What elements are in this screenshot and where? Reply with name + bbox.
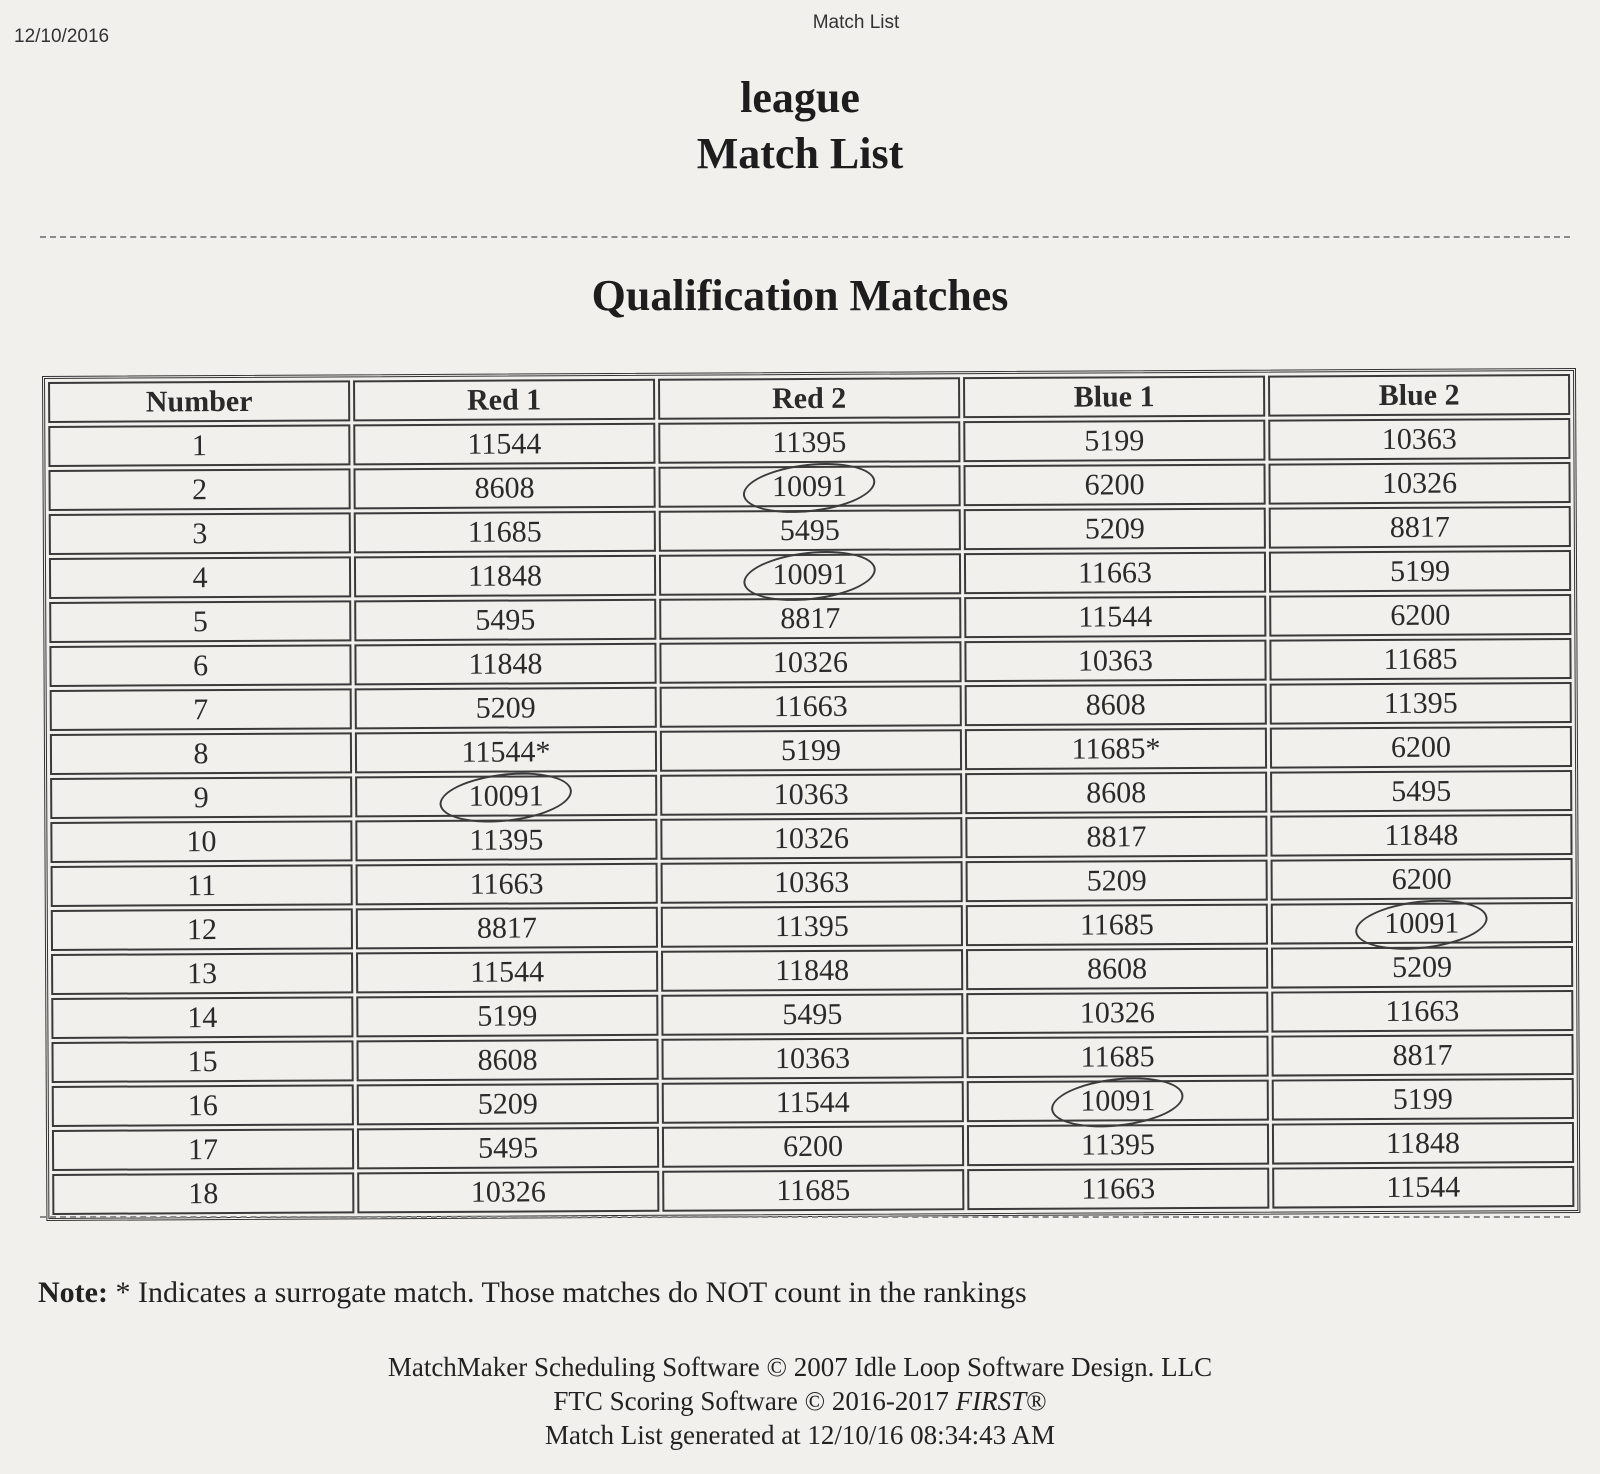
cell-red-2: 8817: [659, 597, 961, 640]
cell-red-1: 10326: [357, 1171, 659, 1214]
column-header-red-1: Red 1: [353, 379, 655, 422]
footer-registered-mark: ®: [1026, 1386, 1047, 1416]
column-header-blue-2: Blue 2: [1268, 374, 1570, 417]
cell-blue-2: 6200: [1271, 858, 1573, 901]
cell-red-2: 11395: [661, 905, 963, 948]
table-row: [51, 1034, 1573, 1083]
cell-blue-1: 11544: [964, 596, 1266, 639]
note-label: Note:: [38, 1276, 108, 1309]
cell-number: 6: [49, 644, 351, 687]
footer-matchmaker-credit: MatchMaker Scheduling Software © 2007 Idle Loop Software Design. LLC: [387, 1352, 1213, 1382]
cell-blue-1: 11685: [966, 1036, 1268, 1079]
cell-blue-2: 5495: [1270, 770, 1572, 813]
cell-number: 14: [51, 996, 353, 1039]
cell-red-2: 6200: [662, 1125, 964, 1168]
cell-red-1: 8608: [356, 1039, 658, 1082]
table-row: [49, 594, 1571, 643]
bottom-divider: [40, 1216, 1570, 1218]
cell-number: 11: [51, 864, 353, 907]
print-date: 12/10/2016: [14, 26, 110, 47]
cell-red-1: 11395: [355, 819, 657, 862]
cell-number: 4: [49, 556, 351, 599]
cell-number: 8: [50, 732, 352, 775]
cell-number: 10: [50, 820, 352, 863]
cell-blue-1: 5199: [963, 420, 1265, 463]
column-header-blue-1: Blue 1: [963, 376, 1265, 419]
cell-red-2: 11663: [660, 685, 962, 728]
cell-number: 7: [50, 688, 352, 731]
cell-red-2: [659, 553, 961, 596]
cell-blue-2: 11685: [1269, 638, 1571, 681]
cell-red-2: 10326: [659, 641, 961, 684]
column-header-red-2: Red 2: [658, 377, 960, 420]
cell-red-1: 11544*: [355, 731, 657, 774]
cell-blue-1: [967, 1080, 1269, 1123]
cell-blue-2: 5209: [1271, 946, 1573, 989]
cell-blue-1: 11663: [964, 552, 1266, 595]
cell-red-2: 10326: [660, 817, 962, 860]
table-row: [48, 462, 1570, 511]
cell-red-1: 5495: [357, 1127, 659, 1170]
footer-first-name: FIRST: [955, 1386, 1027, 1416]
cell-blue-2: 10326: [1268, 462, 1570, 505]
cell-blue-2: 10363: [1268, 418, 1570, 461]
cell-blue-1: 8608: [965, 772, 1267, 815]
cell-red-2: 11395: [658, 421, 960, 464]
cell-red-2: 5199: [660, 729, 962, 772]
cell-blue-1: 8608: [966, 948, 1268, 991]
print-header-title: Match List: [812, 12, 900, 33]
cell-blue-2: 11848: [1272, 1122, 1574, 1165]
footer: [0, 1350, 1600, 1452]
table-row: [49, 638, 1571, 687]
cell-blue-2: 5199: [1272, 1078, 1574, 1121]
circled-team-number: 10091: [772, 469, 848, 503]
cell-blue-1: 5209: [966, 860, 1268, 903]
footer-ftc-credit: [0, 1384, 1600, 1418]
cell-blue-2: 11848: [1270, 814, 1572, 857]
table-row: [49, 550, 1571, 599]
table-row: [52, 1122, 1574, 1171]
table-row: [48, 418, 1570, 467]
cell-red-1: 11544: [356, 951, 658, 994]
footer-generated-timestamp: Match List generated at 12/10/16 08:34:43 AM: [545, 1420, 1055, 1450]
cell-blue-1: 11685*: [965, 728, 1267, 771]
cell-blue-1: 11685: [966, 904, 1268, 947]
cell-red-1: 8608: [353, 467, 655, 510]
cell-number: 13: [51, 952, 353, 995]
cell-red-2: 10363: [660, 773, 962, 816]
cell-red-2: 11685: [662, 1169, 964, 1212]
cell-red-1: 11663: [356, 863, 658, 906]
cell-red-1: 5495: [354, 599, 656, 642]
table-row: [51, 902, 1573, 951]
cell-number: 3: [49, 512, 351, 555]
cell-red-1: 5199: [356, 995, 658, 1038]
cell-blue-2: 5199: [1269, 550, 1571, 593]
footer-ftc-prefix: FTC Scoring Software © 2016-2017: [553, 1386, 956, 1416]
table-row: [52, 1078, 1574, 1127]
page-title: [0, 70, 1600, 182]
section-title: Qualification Matches: [591, 271, 1009, 320]
cell-red-2: [658, 465, 960, 508]
table-header-row: [48, 374, 1570, 423]
cell-blue-1: 6200: [963, 464, 1265, 507]
cell-red-1: 11544: [353, 423, 655, 466]
table-row: [50, 814, 1572, 863]
table-row: [50, 682, 1572, 731]
cell-red-2: 5495: [659, 509, 961, 552]
cell-red-1: 11848: [354, 643, 656, 686]
cell-blue-2: 6200: [1269, 594, 1571, 637]
surrogate-note: [38, 1276, 1027, 1310]
cell-blue-1: 8817: [965, 816, 1267, 859]
cell-blue-1: 10326: [966, 992, 1268, 1035]
table-row: [49, 506, 1571, 555]
cell-red-2: 10363: [661, 1037, 963, 1080]
cell-number: 15: [51, 1040, 353, 1083]
cell-red-2: 11848: [661, 949, 963, 992]
circled-team-number: 10091: [1080, 1083, 1156, 1118]
cell-red-1: [355, 775, 657, 818]
cell-red-2: 11544: [662, 1081, 964, 1124]
note-text: * Indicates a surrogate match. Those matches do NOT count in the rankings: [107, 1276, 1027, 1309]
table-row: [50, 770, 1572, 819]
table-body: [48, 418, 1574, 1215]
cell-number: 16: [52, 1084, 354, 1127]
cell-number: 2: [48, 468, 350, 511]
title-event-name: league: [740, 73, 860, 122]
cell-number: 1: [48, 424, 350, 467]
cell-number: 18: [52, 1172, 354, 1215]
match-table: [45, 371, 1577, 1218]
cell-blue-2: [1271, 902, 1573, 945]
circled-team-number: 10091: [1384, 906, 1460, 940]
cell-blue-2: 6200: [1270, 726, 1572, 769]
cell-blue-2: 11544: [1272, 1166, 1574, 1209]
cell-red-1: 5209: [355, 687, 657, 730]
cell-red-1: 11685: [354, 511, 656, 554]
cell-blue-1: 11663: [967, 1168, 1269, 1211]
cell-blue-1: 11395: [967, 1124, 1269, 1167]
cell-blue-2: 8817: [1271, 1034, 1573, 1077]
circled-team-number: 10091: [772, 557, 848, 591]
match-table-frame: [42, 368, 1580, 1221]
column-header-number: Number: [48, 380, 350, 423]
cell-red-1: 8817: [356, 907, 658, 950]
table-row: [51, 858, 1573, 907]
cell-blue-1: 10363: [964, 640, 1266, 683]
cell-red-2: 5495: [661, 993, 963, 1036]
circled-team-number: 10091: [468, 778, 544, 813]
top-divider: [40, 236, 1570, 238]
cell-blue-1: 8608: [965, 684, 1267, 727]
cell-red-1: 11848: [354, 555, 656, 598]
cell-red-1: 5209: [357, 1083, 659, 1126]
cell-blue-2: 11395: [1270, 682, 1572, 725]
cell-blue-2: 11663: [1271, 990, 1573, 1033]
cell-number: 9: [50, 776, 352, 819]
table-row: [51, 990, 1573, 1039]
table-row: [52, 1166, 1574, 1215]
title-document-name: Match List: [696, 129, 904, 178]
cell-number: 17: [52, 1128, 354, 1171]
table-row: [50, 726, 1572, 775]
cell-number: 5: [49, 600, 351, 643]
cell-number: 12: [51, 908, 353, 951]
cell-blue-2: 8817: [1269, 506, 1571, 549]
cell-red-2: 10363: [661, 861, 963, 904]
cell-blue-1: 5209: [964, 508, 1266, 551]
table-row: [51, 946, 1573, 995]
